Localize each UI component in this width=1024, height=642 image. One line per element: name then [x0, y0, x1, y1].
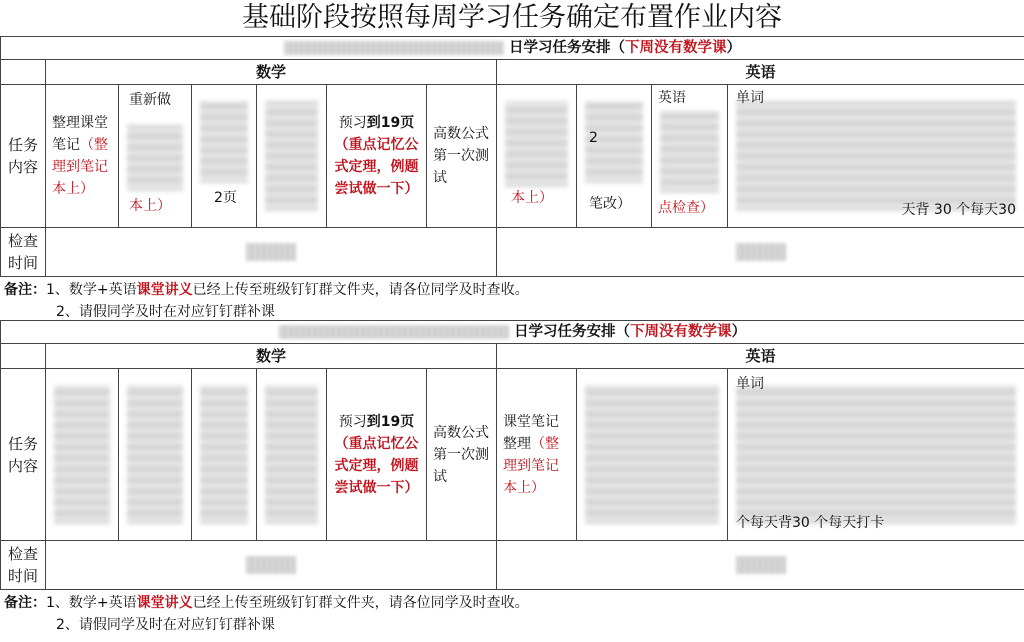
english-check-time [497, 541, 1024, 590]
english-task-notes: 课堂笔记整理（整理到笔记本上） [497, 369, 577, 541]
math-task-redo: 重新做 本上） [119, 85, 192, 228]
weekly-plan-sheet-1 [0, 36, 1024, 323]
math-task-notes: 整理课堂笔记（整理到笔记本上） [46, 85, 119, 228]
corner-cell [1, 344, 46, 369]
math-task-formula-test: 高数公式第一次测试 [427, 369, 497, 541]
check-time-label: 检查时间 [1, 228, 46, 277]
redacted-date [279, 325, 509, 339]
math-task-4 [257, 369, 327, 541]
english-task-2: 2 笔改） [577, 85, 652, 228]
math-check-time [46, 228, 497, 277]
page-title: 基础阶段按照每周学习任务确定布置作业内容 [242, 2, 782, 33]
schedule-heading: 日学习任务安排（下周没有数学课） [1, 321, 1024, 344]
math-task-pages: 2页 [192, 85, 257, 228]
math-task-3 [192, 369, 257, 541]
english-check-time [497, 228, 1024, 277]
schedule-heading: 日学习任务安排（下周没有数学课） [1, 37, 1024, 60]
english-task-1: 本上） [497, 85, 577, 228]
math-task-1 [46, 369, 119, 541]
english-header: 英语 [497, 60, 1024, 85]
math-task-preview: 预习到19页 （重点记忆公式定理，例题尝试做一下） [327, 85, 427, 228]
notes: 备注：1、数学+英语课堂讲义已经上传至班级钉钉群文件夹，请各位同学及时查收。 2、请假同学及时在对应钉钉群补课 [4, 282, 529, 320]
task-content-label: 任务内容 [1, 85, 46, 228]
english-task-2 [577, 369, 728, 541]
english-task-vocab: 单词 天背 30 个每天30 [728, 85, 1024, 228]
corner-cell [1, 60, 46, 85]
math-header: 数学 [46, 60, 497, 85]
check-time-label: 检查时间 [1, 541, 46, 590]
math-task-2 [119, 369, 192, 541]
notes: 备注：1、数学+英语课堂讲义已经上传至班级钉钉群文件夹，请各位同学及时查收。 2、请假同学及时在对应钉钉群补课 [4, 595, 529, 633]
english-task-3: 英语 点检查） [652, 85, 728, 228]
math-task-preview: 预习到19页 （重点记忆公式定理，例题尝试做一下） [327, 369, 427, 541]
redacted-date [284, 41, 504, 55]
math-task-4 [257, 85, 327, 228]
math-check-time [46, 541, 497, 590]
english-header: 英语 [497, 344, 1024, 369]
english-task-vocab: 单词 个每天背30 个每天打卡 [728, 369, 1024, 541]
math-header: 数学 [46, 344, 497, 369]
weekly-plan-sheet-2 [0, 320, 1024, 636]
task-content-label: 任务内容 [1, 369, 46, 541]
math-task-formula-test: 高数公式第一次测试 [427, 85, 497, 228]
